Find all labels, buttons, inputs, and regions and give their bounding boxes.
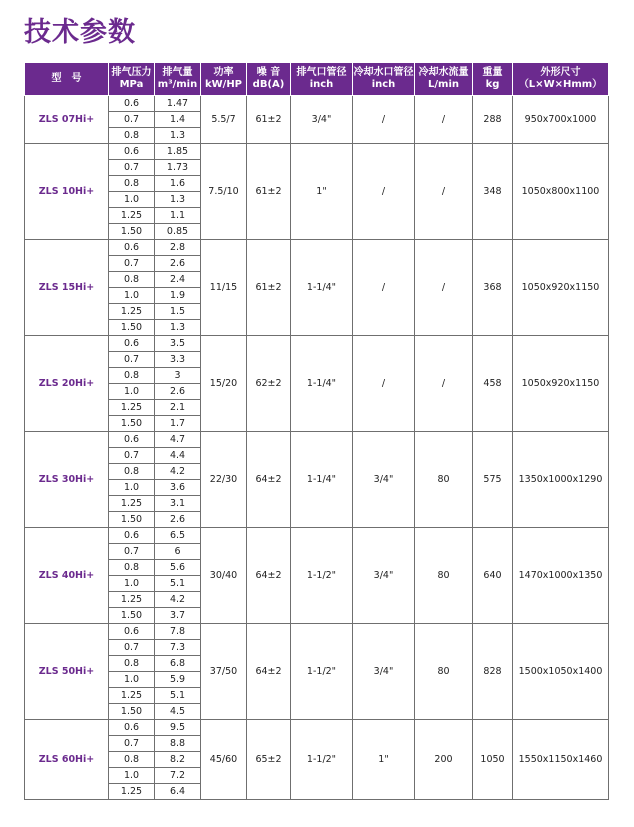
- air-delivery-cell: 1.9: [155, 288, 201, 304]
- weight-cell: 640: [473, 528, 513, 624]
- pressure-cell: 1.25: [109, 496, 155, 512]
- pressure-cell: 1.0: [109, 288, 155, 304]
- weight-cell: 1050: [473, 720, 513, 800]
- water-pipe-cell: 3/4": [353, 624, 415, 720]
- pressure-cell: 1.0: [109, 384, 155, 400]
- outlet-cell: 1-1/4": [291, 336, 353, 432]
- dimensions-cell: 1550x1150x1460: [513, 720, 609, 800]
- noise-cell: 65±2: [247, 720, 291, 800]
- air-delivery-cell: 2.6: [155, 512, 201, 528]
- air-delivery-cell: 3.5: [155, 336, 201, 352]
- pressure-cell: 1.50: [109, 416, 155, 432]
- water-flow-cell: 80: [415, 528, 473, 624]
- pressure-cell: 0.6: [109, 720, 155, 736]
- model-name: ZLS 07Hi+: [25, 96, 109, 144]
- header-unit: kg: [485, 79, 500, 90]
- model-name: ZLS 10Hi+: [25, 144, 109, 240]
- model-name: ZLS 15Hi+: [25, 240, 109, 336]
- noise-cell: 64±2: [247, 432, 291, 528]
- power-cell: 45/60: [201, 720, 247, 800]
- noise-cell: 61±2: [247, 144, 291, 240]
- model-name: ZLS 60Hi+: [25, 720, 109, 800]
- air-delivery-cell: 3.3: [155, 352, 201, 368]
- noise-cell: 62±2: [247, 336, 291, 432]
- pressure-cell: 0.7: [109, 160, 155, 176]
- air-delivery-cell: 4.2: [155, 592, 201, 608]
- air-delivery-cell: 4.4: [155, 448, 201, 464]
- header-unit: kW/HP: [204, 79, 243, 90]
- air-delivery-cell: 2.4: [155, 272, 201, 288]
- pressure-cell: 0.7: [109, 640, 155, 656]
- table-row: [25, 96, 609, 112]
- noise-cell: 61±2: [247, 96, 291, 144]
- air-delivery-cell: 6.4: [155, 784, 201, 800]
- pressure-cell: 0.6: [109, 624, 155, 640]
- pressure-cell: 0.6: [109, 336, 155, 352]
- pressure-cell: 0.8: [109, 464, 155, 480]
- air-delivery-cell: 5.1: [155, 688, 201, 704]
- model-name: ZLS 40Hi+: [25, 528, 109, 624]
- air-delivery-cell: 1.1: [155, 208, 201, 224]
- air-delivery-cell: 1.7: [155, 416, 201, 432]
- noise-cell: 64±2: [247, 624, 291, 720]
- water-pipe-cell: /: [353, 336, 415, 432]
- column-header: [353, 63, 415, 96]
- header-label: 冷却水流量: [418, 67, 469, 78]
- header-label: 排气压力: [111, 67, 152, 78]
- outlet-cell: 1-1/4": [291, 432, 353, 528]
- table-row: [25, 240, 609, 256]
- water-flow-cell: /: [415, 96, 473, 144]
- air-delivery-cell: 1.3: [155, 128, 201, 144]
- air-delivery-cell: 8.2: [155, 752, 201, 768]
- water-pipe-cell: 3/4": [353, 528, 415, 624]
- air-delivery-cell: 2.1: [155, 400, 201, 416]
- air-delivery-cell: 5.6: [155, 560, 201, 576]
- air-delivery-cell: 7.3: [155, 640, 201, 656]
- pressure-cell: 0.7: [109, 544, 155, 560]
- pressure-cell: 1.0: [109, 768, 155, 784]
- air-delivery-cell: 7.2: [155, 768, 201, 784]
- power-cell: 7.5/10: [201, 144, 247, 240]
- air-delivery-cell: 1.73: [155, 160, 201, 176]
- air-delivery-cell: 6: [155, 544, 201, 560]
- header-label: 排气口管径: [296, 67, 347, 78]
- column-header: [155, 63, 201, 96]
- model-name: ZLS 20Hi+: [25, 336, 109, 432]
- air-delivery-cell: 1.3: [155, 192, 201, 208]
- header-label: 噪 音: [256, 67, 281, 78]
- header-label: 冷却水口管径: [353, 67, 414, 78]
- pressure-cell: 1.50: [109, 512, 155, 528]
- column-header: [201, 63, 247, 96]
- air-delivery-cell: 9.5: [155, 720, 201, 736]
- pressure-cell: 0.8: [109, 176, 155, 192]
- outlet-cell: 3/4": [291, 96, 353, 144]
- table-row: [25, 336, 609, 352]
- water-flow-cell: /: [415, 336, 473, 432]
- column-header: [415, 63, 473, 96]
- header-unit: inch: [371, 79, 396, 90]
- weight-cell: 368: [473, 240, 513, 336]
- pressure-cell: 1.50: [109, 320, 155, 336]
- dimensions-cell: 1050x920x1150: [513, 336, 609, 432]
- table-body: [25, 96, 609, 800]
- air-delivery-cell: 1.6: [155, 176, 201, 192]
- water-pipe-cell: /: [353, 240, 415, 336]
- air-delivery-cell: 2.8: [155, 240, 201, 256]
- dimensions-cell: 1050x920x1150: [513, 240, 609, 336]
- water-flow-cell: /: [415, 240, 473, 336]
- column-header: [247, 63, 291, 96]
- pressure-cell: 1.0: [109, 192, 155, 208]
- pressure-cell: 0.8: [109, 752, 155, 768]
- header-unit: L/min: [428, 79, 459, 90]
- air-delivery-cell: 6.5: [155, 528, 201, 544]
- pressure-cell: 0.6: [109, 240, 155, 256]
- pressure-cell: 1.25: [109, 208, 155, 224]
- pressure-cell: 0.7: [109, 352, 155, 368]
- header-unit: （L×W×Hmm）: [518, 79, 603, 90]
- pressure-cell: 0.6: [109, 528, 155, 544]
- outlet-cell: 1-1/2": [291, 624, 353, 720]
- power-cell: 5.5/7: [201, 96, 247, 144]
- pressure-cell: 1.25: [109, 784, 155, 800]
- air-delivery-cell: 1.4: [155, 112, 201, 128]
- pressure-cell: 0.6: [109, 432, 155, 448]
- water-flow-cell: 80: [415, 624, 473, 720]
- pressure-cell: 1.0: [109, 480, 155, 496]
- air-delivery-cell: 2.6: [155, 256, 201, 272]
- dimensions-cell: 950x700x1000: [513, 96, 609, 144]
- header-label: 排气量: [162, 67, 193, 78]
- pressure-cell: 0.7: [109, 112, 155, 128]
- pressure-cell: 0.6: [109, 96, 155, 112]
- pressure-cell: 1.25: [109, 688, 155, 704]
- spec-table: [24, 62, 609, 800]
- table-row: [25, 624, 609, 640]
- weight-cell: 348: [473, 144, 513, 240]
- air-delivery-cell: 3.6: [155, 480, 201, 496]
- outlet-cell: 1": [291, 144, 353, 240]
- table-row: [25, 432, 609, 448]
- table-row: [25, 528, 609, 544]
- power-cell: 11/15: [201, 240, 247, 336]
- header-unit: dB(A): [252, 79, 285, 90]
- pressure-cell: 0.7: [109, 256, 155, 272]
- power-cell: 37/50: [201, 624, 247, 720]
- pressure-cell: 0.7: [109, 736, 155, 752]
- weight-cell: 575: [473, 432, 513, 528]
- air-delivery-cell: 4.7: [155, 432, 201, 448]
- outlet-cell: 1-1/2": [291, 720, 353, 800]
- air-delivery-cell: 8.8: [155, 736, 201, 752]
- air-delivery-cell: 3.7: [155, 608, 201, 624]
- air-delivery-cell: 5.9: [155, 672, 201, 688]
- page-title: 技术参数: [24, 17, 136, 48]
- column-header: [109, 63, 155, 96]
- table-row: [25, 720, 609, 736]
- column-header: [291, 63, 353, 96]
- pressure-cell: 1.25: [109, 304, 155, 320]
- power-cell: 22/30: [201, 432, 247, 528]
- header-row: [25, 63, 609, 96]
- weight-cell: 288: [473, 96, 513, 144]
- header-label: 外形尺寸: [540, 67, 581, 78]
- outlet-cell: 1-1/2": [291, 528, 353, 624]
- power-cell: 15/20: [201, 336, 247, 432]
- water-pipe-cell: /: [353, 144, 415, 240]
- water-flow-cell: 80: [415, 432, 473, 528]
- pressure-cell: 1.50: [109, 704, 155, 720]
- air-delivery-cell: 3: [155, 368, 201, 384]
- pressure-cell: 0.8: [109, 128, 155, 144]
- air-delivery-cell: 5.1: [155, 576, 201, 592]
- noise-cell: 64±2: [247, 528, 291, 624]
- model-name: ZLS 30Hi+: [25, 432, 109, 528]
- water-flow-cell: 200: [415, 720, 473, 800]
- outlet-cell: 1-1/4": [291, 240, 353, 336]
- table-row: [25, 144, 609, 160]
- pressure-cell: 1.25: [109, 400, 155, 416]
- air-delivery-cell: 1.47: [155, 96, 201, 112]
- pressure-cell: 0.8: [109, 368, 155, 384]
- column-header: [473, 63, 513, 96]
- air-delivery-cell: 6.8: [155, 656, 201, 672]
- water-pipe-cell: /: [353, 96, 415, 144]
- table-header: [25, 63, 609, 96]
- dimensions-cell: 1500x1050x1400: [513, 624, 609, 720]
- column-header: [513, 63, 609, 96]
- header-unit: inch: [309, 79, 334, 90]
- pressure-cell: 0.7: [109, 448, 155, 464]
- air-delivery-cell: 1.5: [155, 304, 201, 320]
- pressure-cell: 1.50: [109, 224, 155, 240]
- water-pipe-cell: 3/4": [353, 432, 415, 528]
- pressure-cell: 0.6: [109, 144, 155, 160]
- dimensions-cell: 1350x1000x1290: [513, 432, 609, 528]
- power-cell: 30/40: [201, 528, 247, 624]
- header-label: 功率: [213, 67, 234, 78]
- header-label: 型 号: [51, 73, 82, 84]
- dimensions-cell: 1050x800x1100: [513, 144, 609, 240]
- pressure-cell: 1.50: [109, 608, 155, 624]
- model-name: ZLS 50Hi+: [25, 624, 109, 720]
- air-delivery-cell: 4.2: [155, 464, 201, 480]
- water-pipe-cell: 1": [353, 720, 415, 800]
- dimensions-cell: 1470x1000x1350: [513, 528, 609, 624]
- water-flow-cell: /: [415, 144, 473, 240]
- air-delivery-cell: 2.6: [155, 384, 201, 400]
- header-unit: MPa: [119, 79, 144, 90]
- pressure-cell: 0.8: [109, 272, 155, 288]
- air-delivery-cell: 1.3: [155, 320, 201, 336]
- pressure-cell: 1.25: [109, 592, 155, 608]
- header-unit: m³/min: [157, 79, 198, 90]
- air-delivery-cell: 3.1: [155, 496, 201, 512]
- pressure-cell: 1.0: [109, 576, 155, 592]
- column-header: [25, 63, 109, 96]
- noise-cell: 61±2: [247, 240, 291, 336]
- weight-cell: 828: [473, 624, 513, 720]
- pressure-cell: 0.8: [109, 656, 155, 672]
- weight-cell: 458: [473, 336, 513, 432]
- header-label: 重量: [482, 67, 503, 78]
- pressure-cell: 1.0: [109, 672, 155, 688]
- air-delivery-cell: 4.5: [155, 704, 201, 720]
- air-delivery-cell: 0.85: [155, 224, 201, 240]
- air-delivery-cell: 1.85: [155, 144, 201, 160]
- air-delivery-cell: 7.8: [155, 624, 201, 640]
- pressure-cell: 0.8: [109, 560, 155, 576]
